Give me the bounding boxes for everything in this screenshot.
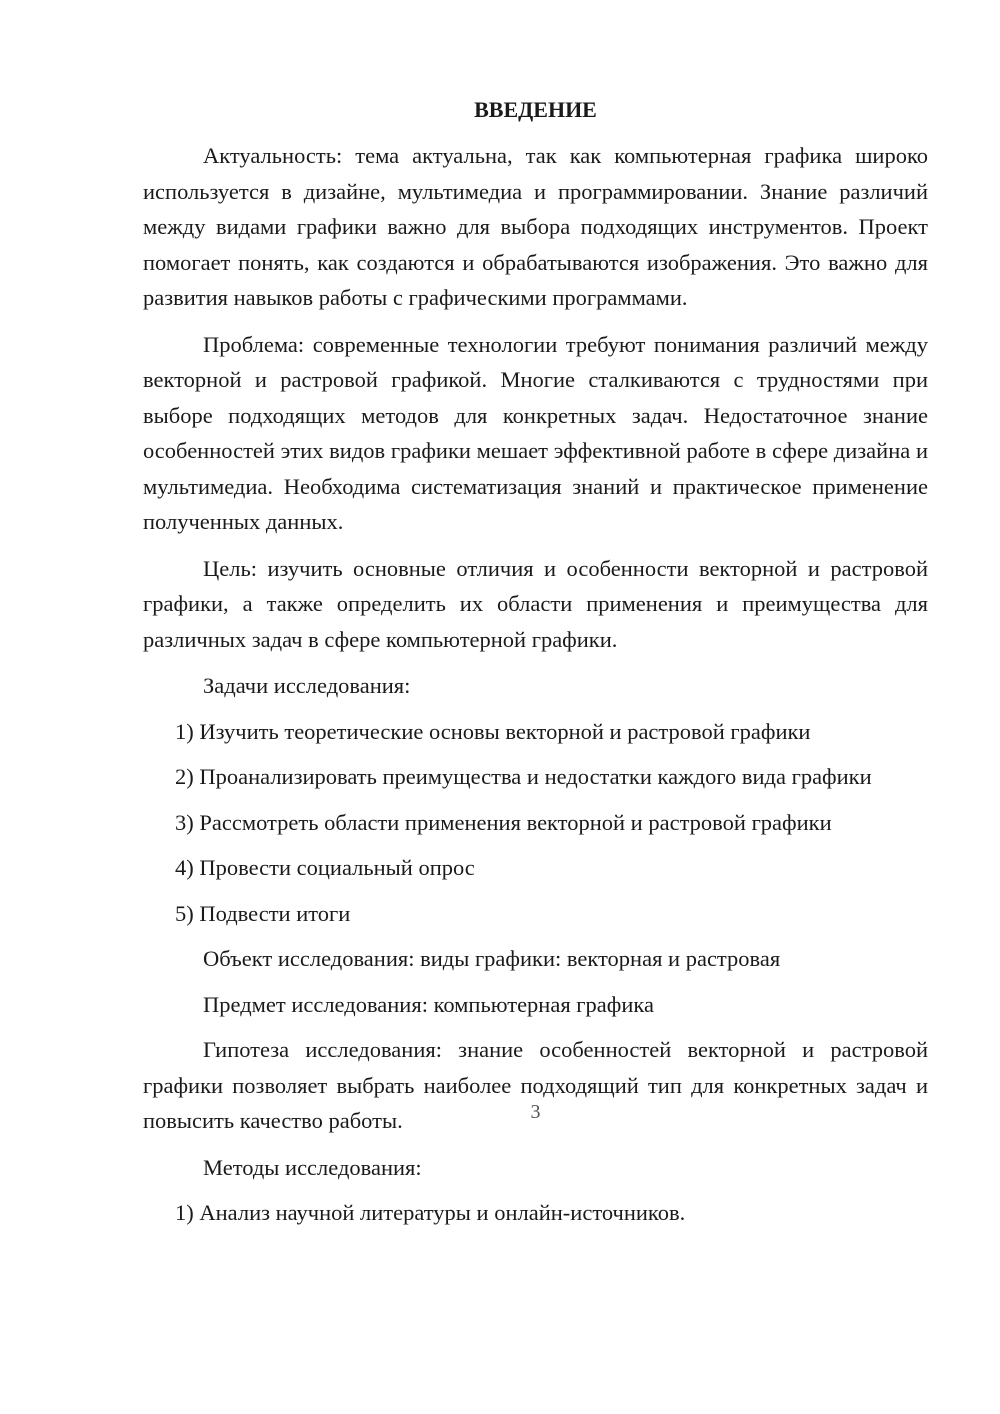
method-item-1: 1) Анализ научной литературы и онлайн-источников. [175, 1200, 686, 1225]
document-page [143, 95, 928, 1241]
task-item-5: 5) Подвести итоги [175, 900, 351, 926]
task-item-1: 1) Изучить теоретические основы векторной и растровой графики [175, 718, 811, 744]
page-number: 3 [530, 1101, 541, 1123]
section-title: ВВЕДЕНИЕ [474, 97, 597, 122]
methods-heading: Методы исследования: [203, 1154, 422, 1180]
task-item-4: 4) Провести социальный опрос [175, 855, 475, 880]
task-item-3: 3) Рассмотреть области применения векторной и растровой графики [175, 809, 832, 835]
tasks-heading: Задачи исследования: [203, 673, 411, 698]
object-paragraph: Объект исследования: виды графики: векторная и растровая [203, 946, 781, 971]
hypothesis-paragraph: Гипотеза исследования: знание особенностей векторной и растровой графики позволяет выбрать наиболее подходящий тип для конкретных задач и повысить качество работы. [143, 1037, 928, 1133]
goal-paragraph: Цель: изучить основные отличия и особенности векторной и растровой графики, а также определить их области применения и преимущества для различных задач в сфере компьютерной графики. [143, 555, 928, 652]
problem-paragraph: Проблема: современные технологии требуют понимания различий между векторной и растровой графикой. Многие сталкиваются с трудностями при выборе подходящих методов для конкретных задач. Недостаточное знание особенностей этих видов графики мешает эффективной работе в сфере дизайна и мультимедиа. Необходима систематизация знаний и практическое применение полученных данных. [143, 331, 928, 534]
task-item-2: 2) Проанализировать преимущества и недостатки каждого вида графики [175, 764, 872, 789]
relevance-paragraph: Актуальность: тема актуальна, так как компьютерная графика широко используется в дизайне, мультимедиа и программировании. Знание различий между видами графики важно для выбора подходящих инструментов. Проект помогает понять, как создаются и обрабатываются изображения. Это важно для развития навыков работы с графическими программами. [143, 143, 928, 310]
subject-paragraph: Предмет исследования: компьютерная графика [203, 991, 654, 1017]
